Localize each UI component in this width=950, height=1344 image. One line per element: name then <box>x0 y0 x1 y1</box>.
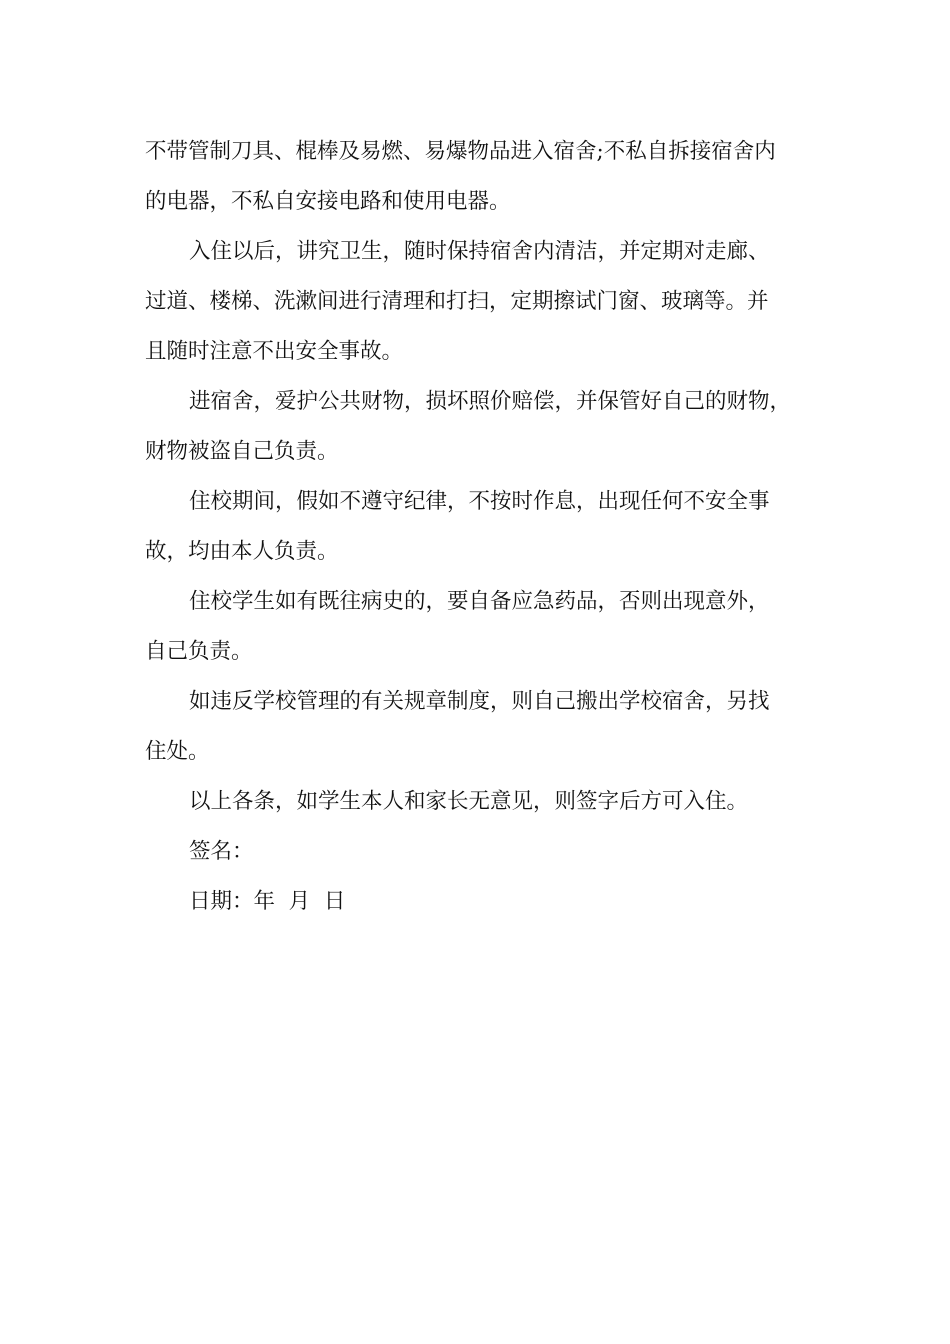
text-line: 且随时注意不出安全事故。 <box>145 339 404 364</box>
text-line: 住处。 <box>145 739 210 764</box>
paragraph-rules-items <box>145 127 813 227</box>
paragraph-property <box>145 377 813 477</box>
text-line: 住校期间，假如不遵守纪律，不按时作息，出现任何不安全事 <box>189 489 770 514</box>
text-line: 过道、楼梯、洗漱间进行清理和打扫，定期擦试门窗、玻璃等。并 <box>145 289 769 314</box>
text-line: 财物被盗自己负责。 <box>145 439 339 464</box>
text-line: 进宿舍，爱护公共财物，损坏照价赔偿，并保管好自己的财物， <box>189 389 792 414</box>
text-line: 故，均由本人负责。 <box>145 539 339 564</box>
text-line: 的电器，不私自安接电路和使用电器。 <box>145 189 511 214</box>
text-line: 如违反学校管理的有关规章制度，则自己搬出学校宿舍，另找 <box>189 689 770 714</box>
date-line <box>145 877 813 927</box>
paragraph-violation <box>145 677 813 777</box>
text-line: 以上各条，如学生本人和家长无意见，则签字后方可入住。 <box>189 789 749 814</box>
document-body <box>145 127 813 927</box>
date-label: 日期：年 月 日 <box>189 889 346 914</box>
paragraph-medical <box>145 577 813 677</box>
paragraph-agreement <box>145 777 813 827</box>
text-line: 住校学生如有既往病史的，要自备应急药品，否则出现意外， <box>189 589 770 614</box>
signature-label: 签名： <box>189 839 254 864</box>
signature-line <box>145 827 813 877</box>
text-line: 自己负责。 <box>145 639 253 664</box>
text-line: 不带管制刀具、棍棒及易燃、易爆物品进入宿舍;不私自拆接宿舍内 <box>145 139 776 164</box>
paragraph-hygiene <box>145 227 813 377</box>
text-line: 入住以后，讲究卫生，随时保持宿舍内清洁，并定期对走廊、 <box>189 239 770 264</box>
paragraph-discipline <box>145 477 813 577</box>
